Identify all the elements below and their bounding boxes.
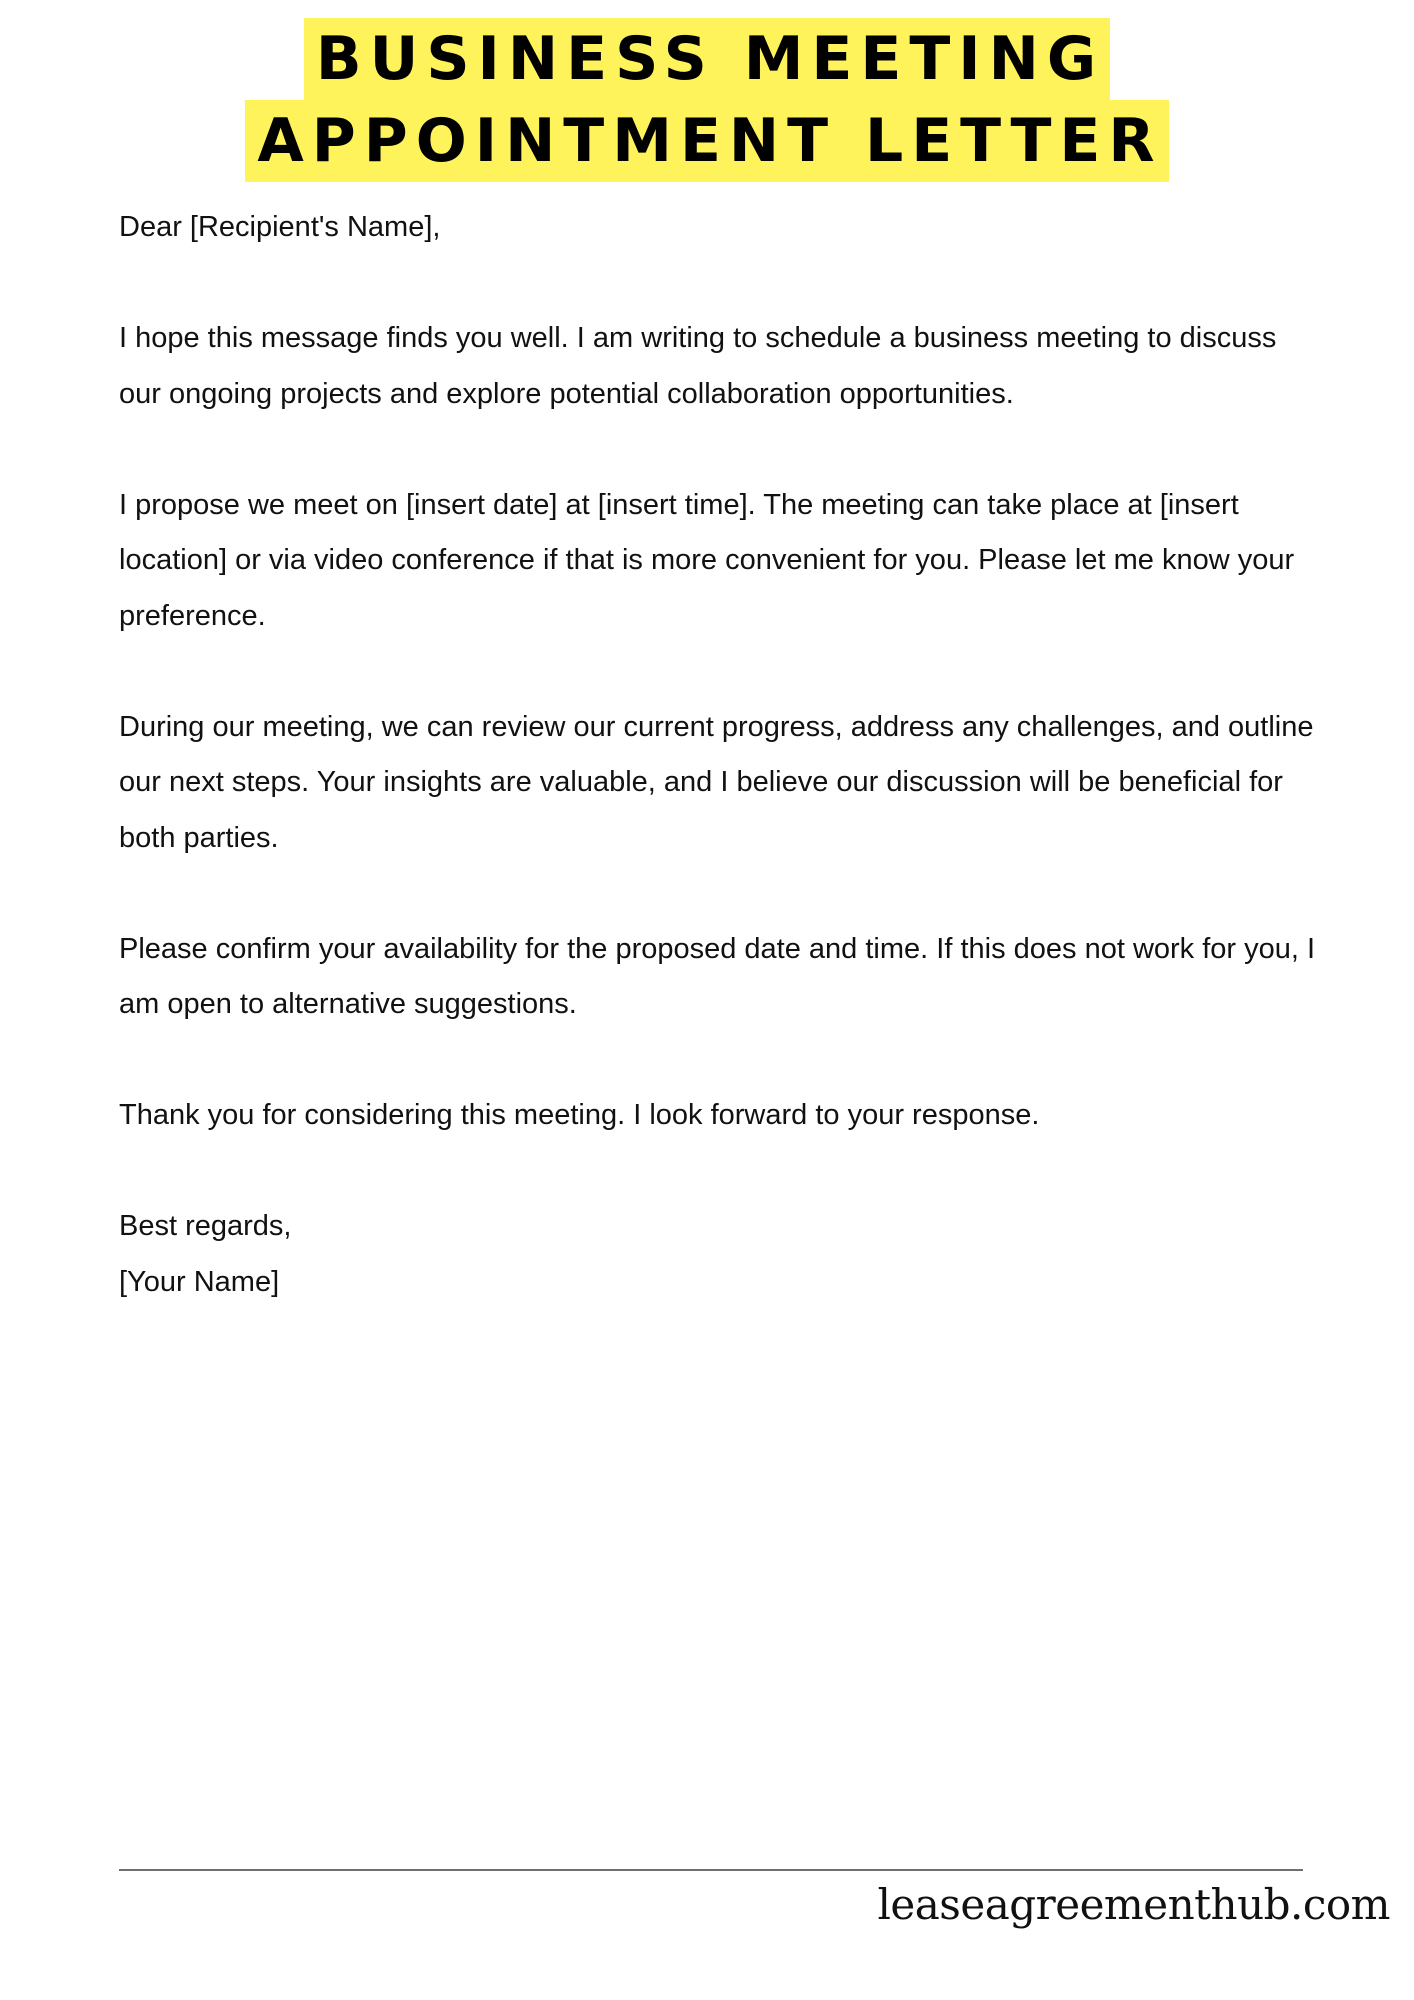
letter-body xyxy=(119,200,1319,1310)
paragraph-3: During our meeting, we can review our current progress, address any challenges, and outline our next steps. Your insights are valuable, and I believe our discussion will be beneficial for both parties. xyxy=(119,710,1314,854)
footer-divider xyxy=(119,1869,1303,1871)
paragraph-4: Please confirm your availability for the proposed date and time. If this does not work for you, I am open to alternative suggestions. xyxy=(119,932,1316,1020)
title-line-2: APPOINTMENT LETTER xyxy=(245,100,1168,182)
paragraph-5: Thank you for considering this meeting. I look forward to your response. xyxy=(119,1099,1040,1131)
title-line-1: BUSINESS MEETING xyxy=(304,18,1110,100)
document-title xyxy=(0,18,1414,182)
salutation: Dear [Recipient's Name], xyxy=(119,211,441,243)
paragraph-1: I hope this message finds you well. I am writing to schedule a business meeting to discuss our ongoing projects and explore potential collaboration opportunities. xyxy=(119,322,1277,410)
closing: Best regards, xyxy=(119,1210,292,1242)
signature: [Your Name] xyxy=(119,1265,280,1298)
footer-brand: leaseagreementhub.com xyxy=(877,1880,1390,1929)
paragraph-2: I propose we meet on [insert date] at [insert time]. The meeting can take place at [insert location] or via video conference if that is more convenient for you. Please let me know your preference. xyxy=(119,488,1295,632)
